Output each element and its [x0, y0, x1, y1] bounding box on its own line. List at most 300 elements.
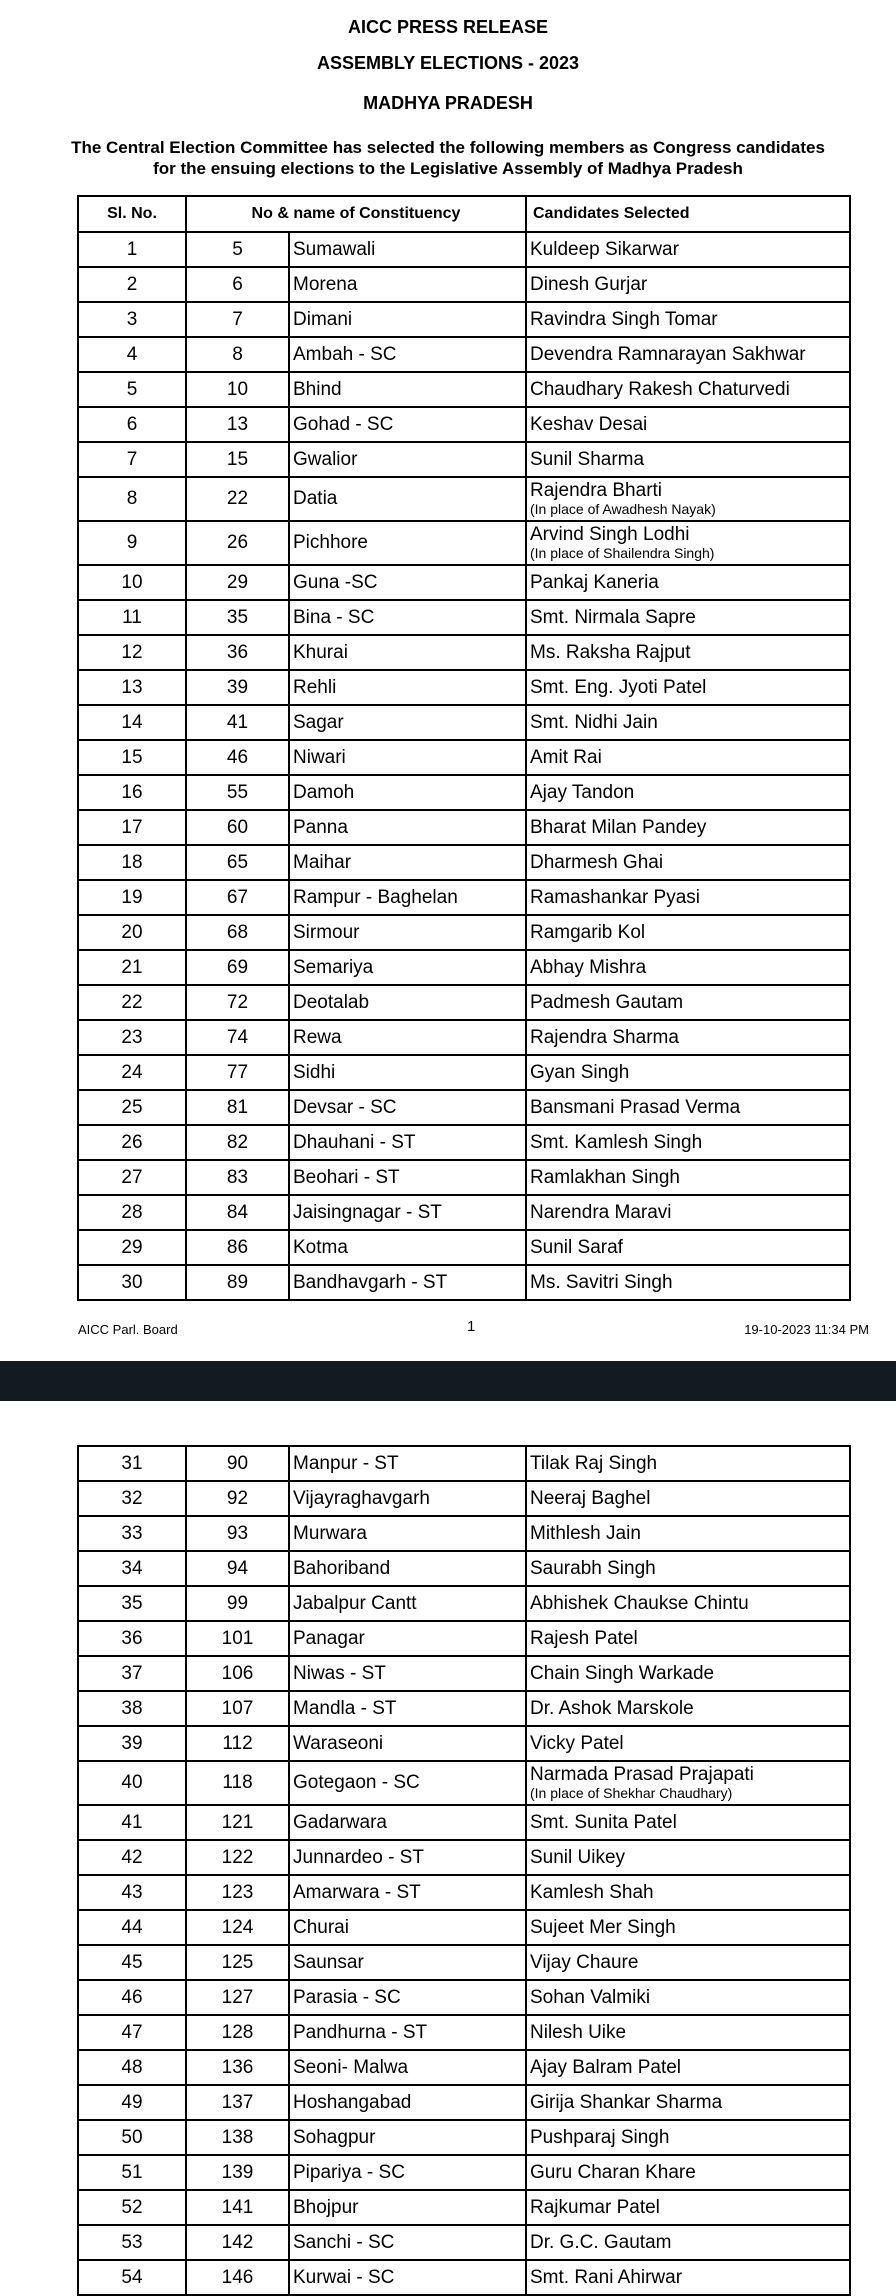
table-row: [78, 2260, 850, 2295]
table-row: [78, 915, 850, 950]
candidate-name: Narmada Prasad Prajapati: [530, 1764, 754, 1785]
constituency-number-cell: 81: [186, 1090, 289, 1125]
sl-no-cell: 45: [78, 1945, 186, 1980]
sl-no-cell: 38: [78, 1691, 186, 1726]
candidate-cell: [526, 302, 850, 337]
constituency-name-cell: Rampur - Baghelan: [289, 880, 526, 915]
constituency-number-cell: 107: [186, 1691, 289, 1726]
constituency-number-cell: 136: [186, 2050, 289, 2085]
sl-no-cell: 1: [78, 232, 186, 267]
sl-no-cell: 43: [78, 1875, 186, 1910]
constituency-number-cell: 106: [186, 1656, 289, 1691]
sl-no-cell: 35: [78, 1586, 186, 1621]
candidate-name: Devendra Ramnarayan Sakhwar: [530, 343, 806, 365]
constituency-name-cell: Semariya: [289, 950, 526, 985]
constituency-number-cell: 65: [186, 845, 289, 880]
constituency-number-cell: 142: [186, 2225, 289, 2260]
constituency-name-cell: Waraseoni: [289, 1726, 526, 1761]
constituency-name-cell: Pichhore: [289, 521, 526, 565]
candidate-name: Sunil Sharma: [530, 448, 645, 470]
candidate-cell: [526, 442, 850, 477]
constituency-number-cell: 121: [186, 1805, 289, 1840]
constituency-name-cell: Amarwara - ST: [289, 1875, 526, 1910]
footer-board-name: AICC Parl. Board: [78, 1322, 178, 1337]
candidates-table-page-2: [77, 1445, 851, 2296]
sl-no-cell: 2: [78, 267, 186, 302]
candidate-name: Vijay Chaure: [530, 1951, 639, 1973]
table-row: [78, 880, 850, 915]
table-row: [78, 302, 850, 337]
candidate-name: Pankaj Kaneria: [530, 571, 659, 593]
candidate-cell: [526, 1481, 850, 1516]
page-separator: [0, 1361, 896, 1401]
constituency-name-cell: Beohari - ST: [289, 1160, 526, 1195]
constituency-name-cell: Hoshangabad: [289, 2085, 526, 2120]
constituency-name-cell: Junnardeo - ST: [289, 1840, 526, 1875]
footer-timestamp: 19-10-2023 11:34 PM: [744, 1322, 869, 1337]
constituency-name-cell: Maihar: [289, 845, 526, 880]
sl-no-cell: 7: [78, 442, 186, 477]
constituency-name-cell: Sagar: [289, 705, 526, 740]
table-row: [78, 267, 850, 302]
constituency-name-cell: Niwas - ST: [289, 1656, 526, 1691]
constituency-number-cell: 36: [186, 635, 289, 670]
replacement-note: (In place of Shailendra Singh): [530, 545, 715, 561]
table-row: [78, 1230, 850, 1265]
constituency-name-cell: Niwari: [289, 740, 526, 775]
sl-no-cell: 27: [78, 1160, 186, 1195]
constituency-name-cell: Churai: [289, 1910, 526, 1945]
sl-no-cell: 47: [78, 2015, 186, 2050]
sl-no-cell: 6: [78, 407, 186, 442]
constituency-name-cell: Kurwai - SC: [289, 2260, 526, 2295]
candidate-cell: [526, 1265, 850, 1300]
candidate-name: Girija Shankar Sharma: [530, 2091, 723, 2113]
candidate-name: Neeraj Baghel: [530, 1487, 651, 1509]
sl-no-cell: 22: [78, 985, 186, 1020]
candidate-cell: [526, 1230, 850, 1265]
table-row: [78, 810, 850, 845]
sl-no-cell: 42: [78, 1840, 186, 1875]
candidate-cell: [526, 2120, 850, 2155]
constituency-number-cell: 138: [186, 2120, 289, 2155]
candidate-name: Dharmesh Ghai: [530, 851, 664, 873]
footer-page-number: 1: [467, 1318, 476, 1335]
candidate-name: Dr. G.C. Gautam: [530, 2231, 672, 2253]
candidate-name: Dr. Ashok Marskole: [530, 1697, 694, 1719]
sl-no-cell: 23: [78, 1020, 186, 1055]
sl-no-cell: 10: [78, 565, 186, 600]
sl-no-cell: 9: [78, 521, 186, 565]
candidate-cell: [526, 1726, 850, 1761]
constituency-number-cell: 86: [186, 1230, 289, 1265]
candidate-cell: [526, 1805, 850, 1840]
candidate-cell: [526, 407, 850, 442]
candidate-name: Ajay Tandon: [530, 781, 635, 803]
sl-no-cell: 14: [78, 705, 186, 740]
table-row: [78, 1691, 850, 1726]
candidate-name: Ramashankar Pyasi: [530, 886, 701, 908]
candidate-cell: [526, 845, 850, 880]
table-row: [78, 1945, 850, 1980]
candidate-cell: [526, 1761, 850, 1805]
table-row: [78, 477, 850, 521]
constituency-name-cell: Jaisingnagar - ST: [289, 1195, 526, 1230]
candidate-name: Smt. Eng. Jyoti Patel: [530, 676, 707, 698]
constituency-number-cell: 46: [186, 740, 289, 775]
constituency-number-cell: 77: [186, 1055, 289, 1090]
constituency-name-cell: Sanchi - SC: [289, 2225, 526, 2260]
sl-no-cell: 28: [78, 1195, 186, 1230]
candidate-cell: [526, 1980, 850, 2015]
constituency-name-cell: Sirmour: [289, 915, 526, 950]
candidate-name: Kuldeep Sikarwar: [530, 238, 679, 260]
candidate-cell: [526, 1691, 850, 1726]
candidate-name: Sunil Saraf: [530, 1236, 623, 1258]
constituency-number-cell: 13: [186, 407, 289, 442]
candidate-name: Narendra Maravi: [530, 1201, 672, 1223]
constituency-number-cell: 137: [186, 2085, 289, 2120]
candidate-cell: [526, 635, 850, 670]
table-row: [78, 2015, 850, 2050]
constituency-name-cell: Panna: [289, 810, 526, 845]
constituency-name-cell: Khurai: [289, 635, 526, 670]
constituency-name-cell: Morena: [289, 267, 526, 302]
table-row: [78, 407, 850, 442]
sl-no-cell: 53: [78, 2225, 186, 2260]
sl-no-cell: 15: [78, 740, 186, 775]
table-row: [78, 1656, 850, 1691]
table-row: [78, 950, 850, 985]
sl-no-cell: 16: [78, 775, 186, 810]
candidate-cell: [526, 2015, 850, 2050]
table-row: [78, 985, 850, 1020]
candidate-name: Chaudhary Rakesh Chaturvedi: [530, 378, 790, 400]
constituency-number-cell: 26: [186, 521, 289, 565]
candidate-cell: [526, 2085, 850, 2120]
candidate-cell: [526, 880, 850, 915]
constituency-number-cell: 139: [186, 2155, 289, 2190]
constituency-number-cell: 122: [186, 1840, 289, 1875]
constituency-name-cell: Parasia - SC: [289, 1980, 526, 2015]
candidate-cell: [526, 337, 850, 372]
header-constituency: No & name of Constituency: [186, 196, 526, 232]
sl-no-cell: 39: [78, 1726, 186, 1761]
candidate-name: Arvind Singh Lodhi: [530, 524, 690, 545]
constituency-number-cell: 125: [186, 1945, 289, 1980]
constituency-number-cell: 60: [186, 810, 289, 845]
sl-no-cell: 48: [78, 2050, 186, 2085]
candidate-name: Gyan Singh: [530, 1061, 630, 1083]
constituency-number-cell: 141: [186, 2190, 289, 2225]
table-row: [78, 521, 850, 565]
constituency-number-cell: 67: [186, 880, 289, 915]
table-row: [78, 1020, 850, 1055]
table-row: [78, 1840, 850, 1875]
table-row: [78, 1516, 850, 1551]
constituency-number-cell: 146: [186, 2260, 289, 2295]
replacement-note: (In place of Shekhar Chaudhary): [530, 1785, 733, 1801]
table-row: [78, 1875, 850, 1910]
constituency-number-cell: 41: [186, 705, 289, 740]
table-row: [78, 600, 850, 635]
candidate-cell: [526, 1656, 850, 1691]
candidate-name: Amit Rai: [530, 746, 602, 768]
table-row: [78, 565, 850, 600]
constituency-name-cell: Gwalior: [289, 442, 526, 477]
constituency-number-cell: 101: [186, 1621, 289, 1656]
constituency-number-cell: 74: [186, 1020, 289, 1055]
table-row: [78, 1761, 850, 1805]
candidate-cell: [526, 915, 850, 950]
candidate-name: Rajendra Bharti: [530, 480, 663, 501]
candidate-name: Ravindra Singh Tomar: [530, 308, 718, 330]
constituency-name-cell: Mandla - ST: [289, 1691, 526, 1726]
candidate-cell: [526, 1910, 850, 1945]
constituency-name-cell: Gohad - SC: [289, 407, 526, 442]
candidate-name: Ramlakhan Singh: [530, 1166, 680, 1188]
constituency-name-cell: Panagar: [289, 1621, 526, 1656]
candidate-name: Padmesh Gautam: [530, 991, 684, 1013]
candidate-cell: [526, 1621, 850, 1656]
constituency-number-cell: 90: [186, 1446, 289, 1481]
sl-no-cell: 54: [78, 2260, 186, 2295]
sl-no-cell: 5: [78, 372, 186, 407]
constituency-name-cell: Kotma: [289, 1230, 526, 1265]
candidate-name: Smt. Nirmala Sapre: [530, 606, 696, 628]
constituency-name-cell: Bhojpur: [289, 2190, 526, 2225]
candidate-cell: [526, 372, 850, 407]
table-row: [78, 1195, 850, 1230]
candidate-name: Dinesh Gurjar: [530, 273, 648, 295]
constituency-name-cell: Deotalab: [289, 985, 526, 1020]
constituency-name-cell: Ambah - SC: [289, 337, 526, 372]
constituency-number-cell: 82: [186, 1125, 289, 1160]
constituency-name-cell: Rewa: [289, 1020, 526, 1055]
candidate-cell: [526, 2155, 850, 2190]
table-row: [78, 442, 850, 477]
sl-no-cell: 34: [78, 1551, 186, 1586]
sl-no-cell: 36: [78, 1621, 186, 1656]
constituency-number-cell: 5: [186, 232, 289, 267]
table-row: [78, 372, 850, 407]
table-row: [78, 1090, 850, 1125]
sl-no-cell: 17: [78, 810, 186, 845]
constituency-number-cell: 112: [186, 1726, 289, 1761]
sl-no-cell: 20: [78, 915, 186, 950]
sl-no-cell: 44: [78, 1910, 186, 1945]
sl-no-cell: 29: [78, 1230, 186, 1265]
candidate-cell: [526, 1586, 850, 1621]
constituency-number-cell: 123: [186, 1875, 289, 1910]
constituency-name-cell: Murwara: [289, 1516, 526, 1551]
constituency-name-cell: Guna -SC: [289, 565, 526, 600]
table-row: [78, 2120, 850, 2155]
constituency-name-cell: Damoh: [289, 775, 526, 810]
candidate-cell: [526, 1020, 850, 1055]
sl-no-cell: 26: [78, 1125, 186, 1160]
header-sl-no: Sl. No.: [78, 196, 186, 232]
constituency-number-cell: 22: [186, 477, 289, 521]
constituency-name-cell: Gotegaon - SC: [289, 1761, 526, 1805]
candidate-name: Smt. Sunita Patel: [530, 1811, 677, 1833]
candidate-cell: [526, 2225, 850, 2260]
candidate-cell: [526, 1551, 850, 1586]
sl-no-cell: 40: [78, 1761, 186, 1805]
candidate-name: Kamlesh Shah: [530, 1881, 654, 1903]
constituency-name-cell: Dhauhani - ST: [289, 1125, 526, 1160]
candidate-name: Vicky Patel: [530, 1732, 624, 1754]
table-row: [78, 1621, 850, 1656]
constituency-number-cell: 69: [186, 950, 289, 985]
candidate-cell: [526, 670, 850, 705]
candidate-name: Rajkumar Patel: [530, 2196, 660, 2218]
candidate-name: Saurabh Singh: [530, 1557, 656, 1579]
sl-no-cell: 11: [78, 600, 186, 635]
candidate-name: Ajay Balram Patel: [530, 2056, 682, 2078]
sl-no-cell: 24: [78, 1055, 186, 1090]
candidate-name: Keshav Desai: [530, 413, 648, 435]
table-row: [78, 775, 850, 810]
table-row: [78, 1726, 850, 1761]
constituency-number-cell: 35: [186, 600, 289, 635]
constituency-name-cell: Seoni- Malwa: [289, 2050, 526, 2085]
document-page-2: [0, 1401, 896, 2293]
table-row: [78, 1481, 850, 1516]
constituency-name-cell: Pandhurna - ST: [289, 2015, 526, 2050]
candidate-cell: [526, 1125, 850, 1160]
constituency-number-cell: 15: [186, 442, 289, 477]
sl-no-cell: 19: [78, 880, 186, 915]
candidate-name: Rajesh Patel: [530, 1627, 638, 1649]
constituency-number-cell: 29: [186, 565, 289, 600]
candidate-name: Abhishek Chaukse Chintu: [530, 1592, 749, 1614]
constituency-number-cell: 68: [186, 915, 289, 950]
candidate-cell: [526, 1840, 850, 1875]
candidate-cell: [526, 1160, 850, 1195]
candidate-cell: [526, 2190, 850, 2225]
constituency-number-cell: 92: [186, 1481, 289, 1516]
constituency-number-cell: 55: [186, 775, 289, 810]
candidate-cell: [526, 2050, 850, 2085]
candidate-cell: [526, 565, 850, 600]
table-row: [78, 705, 850, 740]
constituency-name-cell: Sohagpur: [289, 2120, 526, 2155]
candidate-cell: [526, 705, 850, 740]
candidate-cell: [526, 1195, 850, 1230]
sl-no-cell: 31: [78, 1446, 186, 1481]
sl-no-cell: 8: [78, 477, 186, 521]
candidate-name: Rajendra Sharma: [530, 1026, 679, 1048]
table-row: [78, 1980, 850, 2015]
constituency-number-cell: 83: [186, 1160, 289, 1195]
candidate-name: Tilak Raj Singh: [530, 1452, 658, 1474]
constituency-name-cell: Sumawali: [289, 232, 526, 267]
candidate-cell: [526, 521, 850, 565]
header-candidate: Candidates Selected: [526, 196, 850, 232]
sl-no-cell: 33: [78, 1516, 186, 1551]
candidate-cell: [526, 600, 850, 635]
candidate-name: Abhay Mishra: [530, 956, 647, 978]
constituency-name-cell: Devsar - SC: [289, 1090, 526, 1125]
candidate-name: Bharat Milan Pandey: [530, 816, 707, 838]
table-body-page-2: [78, 1446, 850, 2295]
constituency-number-cell: 10: [186, 372, 289, 407]
sl-no-cell: 21: [78, 950, 186, 985]
sl-no-cell: 46: [78, 1980, 186, 2015]
constituency-name-cell: Jabalpur Cantt: [289, 1586, 526, 1621]
sl-no-cell: 13: [78, 670, 186, 705]
candidate-name: Mithlesh Jain: [530, 1522, 641, 1544]
table-row: [78, 635, 850, 670]
table-row: [78, 740, 850, 775]
candidates-table-page-1: [77, 195, 851, 1301]
candidate-name: Bansmani Prasad Verma: [530, 1096, 741, 1118]
table-header-row: [78, 196, 850, 232]
candidate-cell: [526, 232, 850, 267]
table-row: [78, 2050, 850, 2085]
candidate-cell: [526, 1446, 850, 1481]
sl-no-cell: 30: [78, 1265, 186, 1300]
constituency-number-cell: 124: [186, 1910, 289, 1945]
table-row: [78, 337, 850, 372]
constituency-name-cell: Vijayraghavgarh: [289, 1481, 526, 1516]
constituency-name-cell: Rehli: [289, 670, 526, 705]
state-title: MADHYA PRADESH: [363, 93, 533, 113]
constituency-name-cell: Gadarwara: [289, 1805, 526, 1840]
constituency-name-cell: Datia: [289, 477, 526, 521]
constituency-number-cell: 39: [186, 670, 289, 705]
candidate-cell: [526, 2260, 850, 2295]
candidate-name: Sohan Valmiki: [530, 1986, 651, 2008]
candidate-cell: [526, 267, 850, 302]
candidate-cell: [526, 775, 850, 810]
election-title: ASSEMBLY ELECTIONS - 2023: [316, 53, 580, 73]
constituency-number-cell: 72: [186, 985, 289, 1020]
constituency-number-cell: 127: [186, 1980, 289, 2015]
constituency-name-cell: Pipariya - SC: [289, 2155, 526, 2190]
table-row: [78, 2225, 850, 2260]
sl-no-cell: 32: [78, 1481, 186, 1516]
sl-no-cell: 37: [78, 1656, 186, 1691]
replacement-note: (In place of Awadhesh Nayak): [530, 501, 716, 517]
table-row: [78, 1125, 850, 1160]
candidate-name: Guru Charan Khare: [530, 2161, 696, 2183]
constituency-number-cell: 89: [186, 1265, 289, 1300]
constituency-number-cell: 93: [186, 1516, 289, 1551]
table-row: [78, 1805, 850, 1840]
candidate-cell: [526, 740, 850, 775]
table-row: [78, 232, 850, 267]
constituency-number-cell: 118: [186, 1761, 289, 1805]
table-row: [78, 2190, 850, 2225]
candidate-cell: [526, 1090, 850, 1125]
table-row: [78, 1446, 850, 1481]
candidate-cell: [526, 985, 850, 1020]
table-row: [78, 1910, 850, 1945]
table-row: [78, 1551, 850, 1586]
candidate-name: Sunil Uikey: [530, 1846, 626, 1868]
constituency-name-cell: Bandhavgarh - ST: [289, 1265, 526, 1300]
candidate-cell: [526, 1945, 850, 1980]
table-row: [78, 1586, 850, 1621]
constituency-number-cell: 128: [186, 2015, 289, 2050]
candidate-name: Smt. Rani Ahirwar: [530, 2266, 683, 2288]
constituency-number-cell: 84: [186, 1195, 289, 1230]
table-row: [78, 2085, 850, 2120]
constituency-name-cell: Sidhi: [289, 1055, 526, 1090]
constituency-name-cell: Dimani: [289, 302, 526, 337]
